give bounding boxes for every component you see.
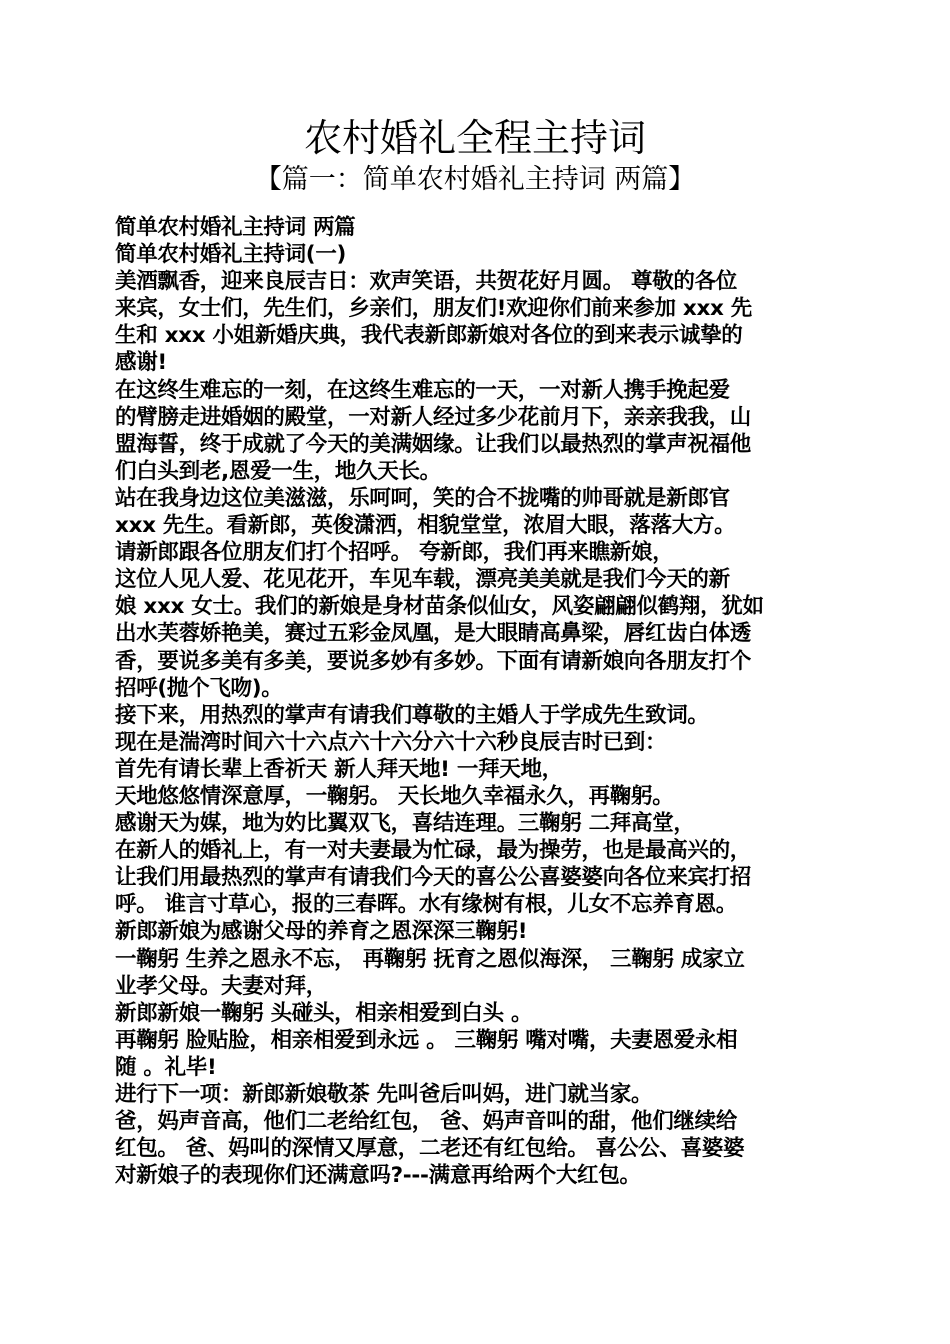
body-text-line: 对新娘子的表现你们还满意吗?---满意再给两个大红包。 — [115, 1163, 641, 1189]
body-text-line: 感谢! — [115, 350, 167, 376]
body-text-line: 新郎新娘一鞠躬 头碰头，相亲相爱到白头 。 — [115, 1000, 533, 1026]
body-text-line: 新郎新娘为感谢父母的养育之恩深深三鞠躬! — [115, 919, 528, 945]
body-text-line: 让我们用最热烈的掌声有请我们今天的喜公公喜婆婆向各位来宾打招 — [115, 865, 752, 891]
body-text-line: 爸，妈声音高，他们二老给红包， 爸、妈声音叫的甜，他们继续给 — [115, 1109, 737, 1135]
body-text-line: 来宾，女士们，先生们，乡亲们，朋友们!欢迎你们前来参加 xxx 先 — [115, 296, 752, 322]
body-text-line: 简单农村婚礼主持词(一) — [115, 242, 347, 268]
body-text-line: 盟海誓，终于成就了今天的美满姻缘。让我们以最热烈的掌声祝福他 — [115, 431, 752, 457]
body-text-line: 娘 xxx 女士。我们的新娘是身材苗条似仙女，风姿翩翩似鹤翔，犹如 — [115, 594, 764, 620]
body-text-line: 请新郎跟各位朋友们打个招呼。 夸新郎，我们再来瞧新娘， — [115, 540, 674, 566]
document-subtitle: 【篇一：简单农村婚礼主持词 两篇】 — [254, 164, 696, 195]
body-text-line: 接下来，用热烈的掌声有请我们尊敬的主婚人于学成先生致词。 — [115, 702, 709, 728]
body-text-line: 美酒飘香，迎来良辰吉日：欢声笑语，共贺花好月圆。 尊敬的各位 — [115, 269, 737, 295]
body-text-line: 天地悠悠情深意厚，一鞠躬。 天长地久幸福永久，再鞠躬。 — [115, 783, 674, 809]
body-text-line: 站在我身边这位美滋滋，乐呵呵，笑的合不拢嘴的帅哥就是新郎官 — [115, 485, 730, 511]
body-text-line: 感谢天为媒，地为妁比翼双飞，喜结连理。三鞠躬 二拜高堂， — [115, 811, 695, 837]
body-text-line: 香，要说多美有多美，要说多妙有多妙。下面有请新娘向各朋友打个 — [115, 648, 752, 674]
body-text-line: 呼。 谁言寸草心，报的三春晖。水有缘树有根，儿女不忘养育恩。 — [115, 892, 737, 918]
body-text-line: 出水芙蓉娇艳美，赛过五彩金凤凰，是大眼睛高鼻梁，唇红齿白体透 — [115, 621, 752, 647]
body-text-line: 现在是湍湾时间六十六点六十六分六十六秒良辰吉时已到： — [115, 729, 667, 755]
body-text-line: 招呼(抛个飞吻)。 — [115, 675, 283, 701]
body-text-line: 们白头到老,恩爱一生，地久天长。 — [115, 458, 441, 484]
body-text-line: 随 。礼毕! — [115, 1054, 217, 1080]
document-title: 农村婚礼全程主持词 — [303, 116, 646, 160]
body-text-line: 在新人的婚礼上，有一对夫妻最为忙碌，最为操劳，也是最高兴的， — [115, 838, 752, 864]
body-text-line: 在这终生难忘的一刻，在这终生难忘的一天，一对新人携手挽起爱 — [115, 377, 730, 403]
body-text-line: 的臂膀走进婚姻的殿堂，一对新人经过多少花前月下，亲亲我我，山 — [115, 404, 752, 430]
body-text-line: xxx 先生。看新郎，英俊潇洒，相貌堂堂，浓眉大眼，落落大方。 — [115, 513, 736, 539]
body-text-line: 一鞠躬 生养之恩永不忘， 再鞠躬 抚育之恩似海深， 三鞠躬 成家立 — [115, 946, 745, 972]
document-body — [115, 214, 837, 1189]
body-text-line: 红包。 爸、妈叫的深情又厚意，二老还有红包给。 喜公公、喜婆婆 — [115, 1136, 745, 1162]
body-text-line: 业孝父母。夫妻对拜， — [115, 973, 328, 999]
body-text-line: 简单农村婚礼主持词 两篇 — [115, 215, 356, 240]
body-text-line: 进行下一项：新郎新娘敬茶 先叫爸后叫妈，进门就当家。 — [115, 1082, 653, 1107]
body-text-line: 这位人见人爱、花见花开，车见车载，漂亮美美就是我们今天的新 — [115, 567, 730, 593]
body-text-line: 生和 xxx 小姐新婚庆典，我代表新郎新娘对各位的到来表示诚挚的 — [115, 323, 743, 349]
body-text-line: 首先有请长辈上香祈天 新人拜天地! 一拜天地， — [115, 756, 563, 782]
body-text-line: 再鞠躬 脸贴脸，相亲相爱到永远 。 三鞠躬 嘴对嘴，夫妻恩爱永相 — [115, 1027, 738, 1053]
